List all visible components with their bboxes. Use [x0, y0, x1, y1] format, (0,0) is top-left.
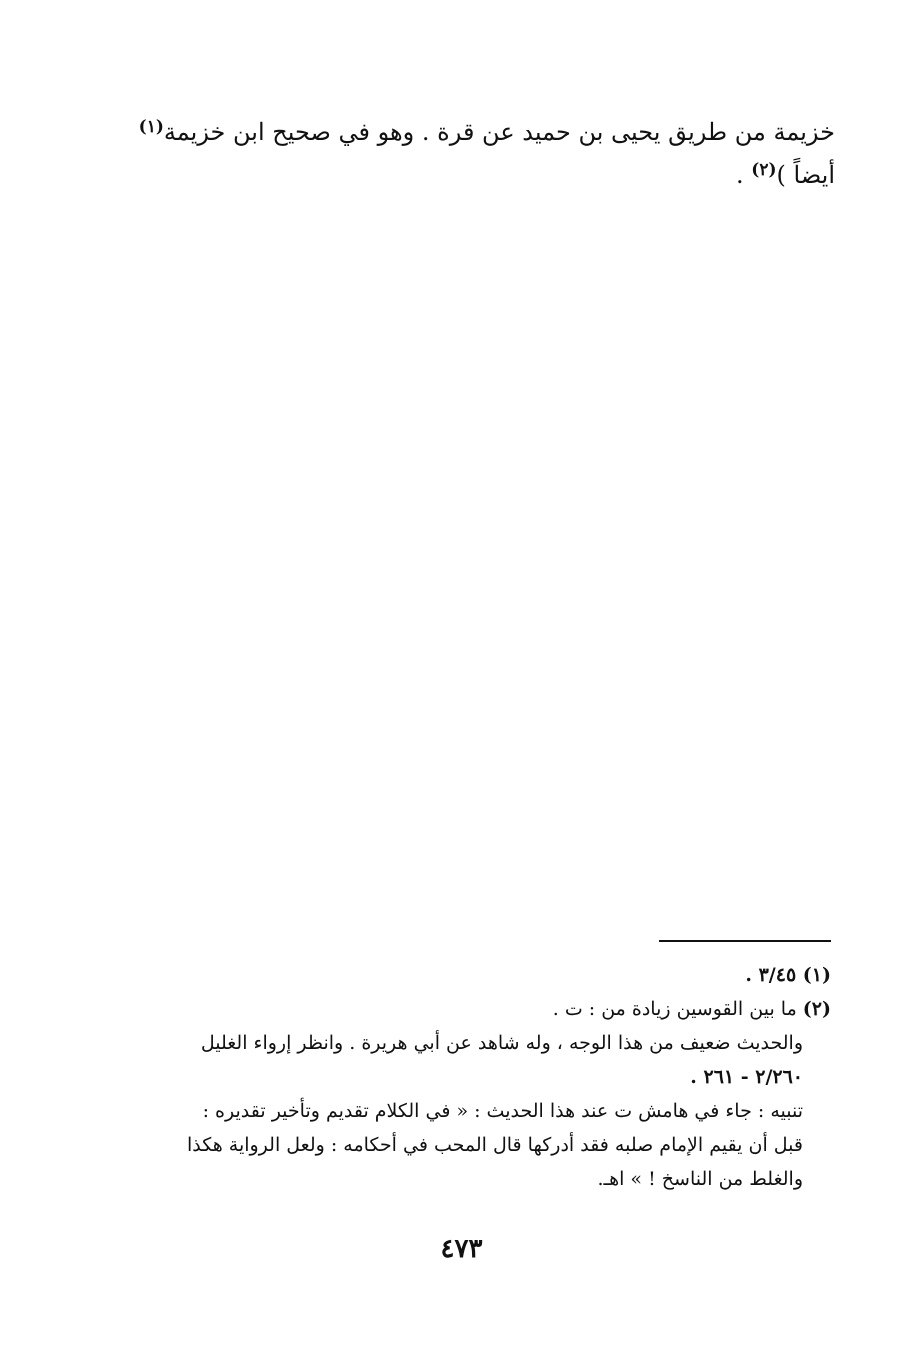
footnote-2-line-4: تنبيه : جاء في هامش ت عند هذا الحديث : « في الكلام تقديم وتأخير تقديره :: [202, 1100, 803, 1122]
footnote-separator-rule: [659, 940, 831, 942]
main-text-line-1: [135, 112, 835, 155]
main-text-line-2-content: أيضاً ): [776, 161, 835, 189]
main-text-line-1-content: خزيمة من طريق يحيى بن حميد عن قرة . وهو في صحيح ابن خزيمة: [163, 118, 835, 146]
main-text-line-2: [135, 155, 835, 198]
footnote-2-number: (٢): [802, 998, 831, 1020]
footnote-2-line-6: والغلط من الناسخ ! » اهـ.: [597, 1168, 803, 1190]
footnotes-block: [131, 958, 831, 1196]
footnote-2-text-1: ما بين القوسين زيادة من : ت .: [552, 998, 803, 1020]
main-text-line-2-end: .: [736, 161, 752, 189]
footnote-1-number: (١): [802, 964, 831, 986]
footnote-2-line-5: قبل أن يقيم الإمام صلبه فقد أدركها قال المحب في أحكامه : ولعل الرواية هكذا: [186, 1134, 803, 1156]
main-text-block: [135, 112, 835, 198]
footnote-2-line-1: [131, 992, 831, 1026]
footnote-2-line-3: ٢/٢٦٠ - ٢٦١ .: [690, 1066, 803, 1088]
footnote-2-line-2: والحديث ضعيف من هذا الوجه ، وله شاهد عن أبي هريرة . وانظر إرواء الغليل: [200, 1032, 803, 1054]
footnote-reference-2: (٢): [751, 160, 777, 180]
footnote-1-text: ٣/٤٥ .: [745, 964, 803, 986]
footnote-reference-1: (١): [138, 117, 164, 137]
page-number: ٤٧٣: [440, 1234, 483, 1264]
footnote-1: [131, 958, 831, 992]
